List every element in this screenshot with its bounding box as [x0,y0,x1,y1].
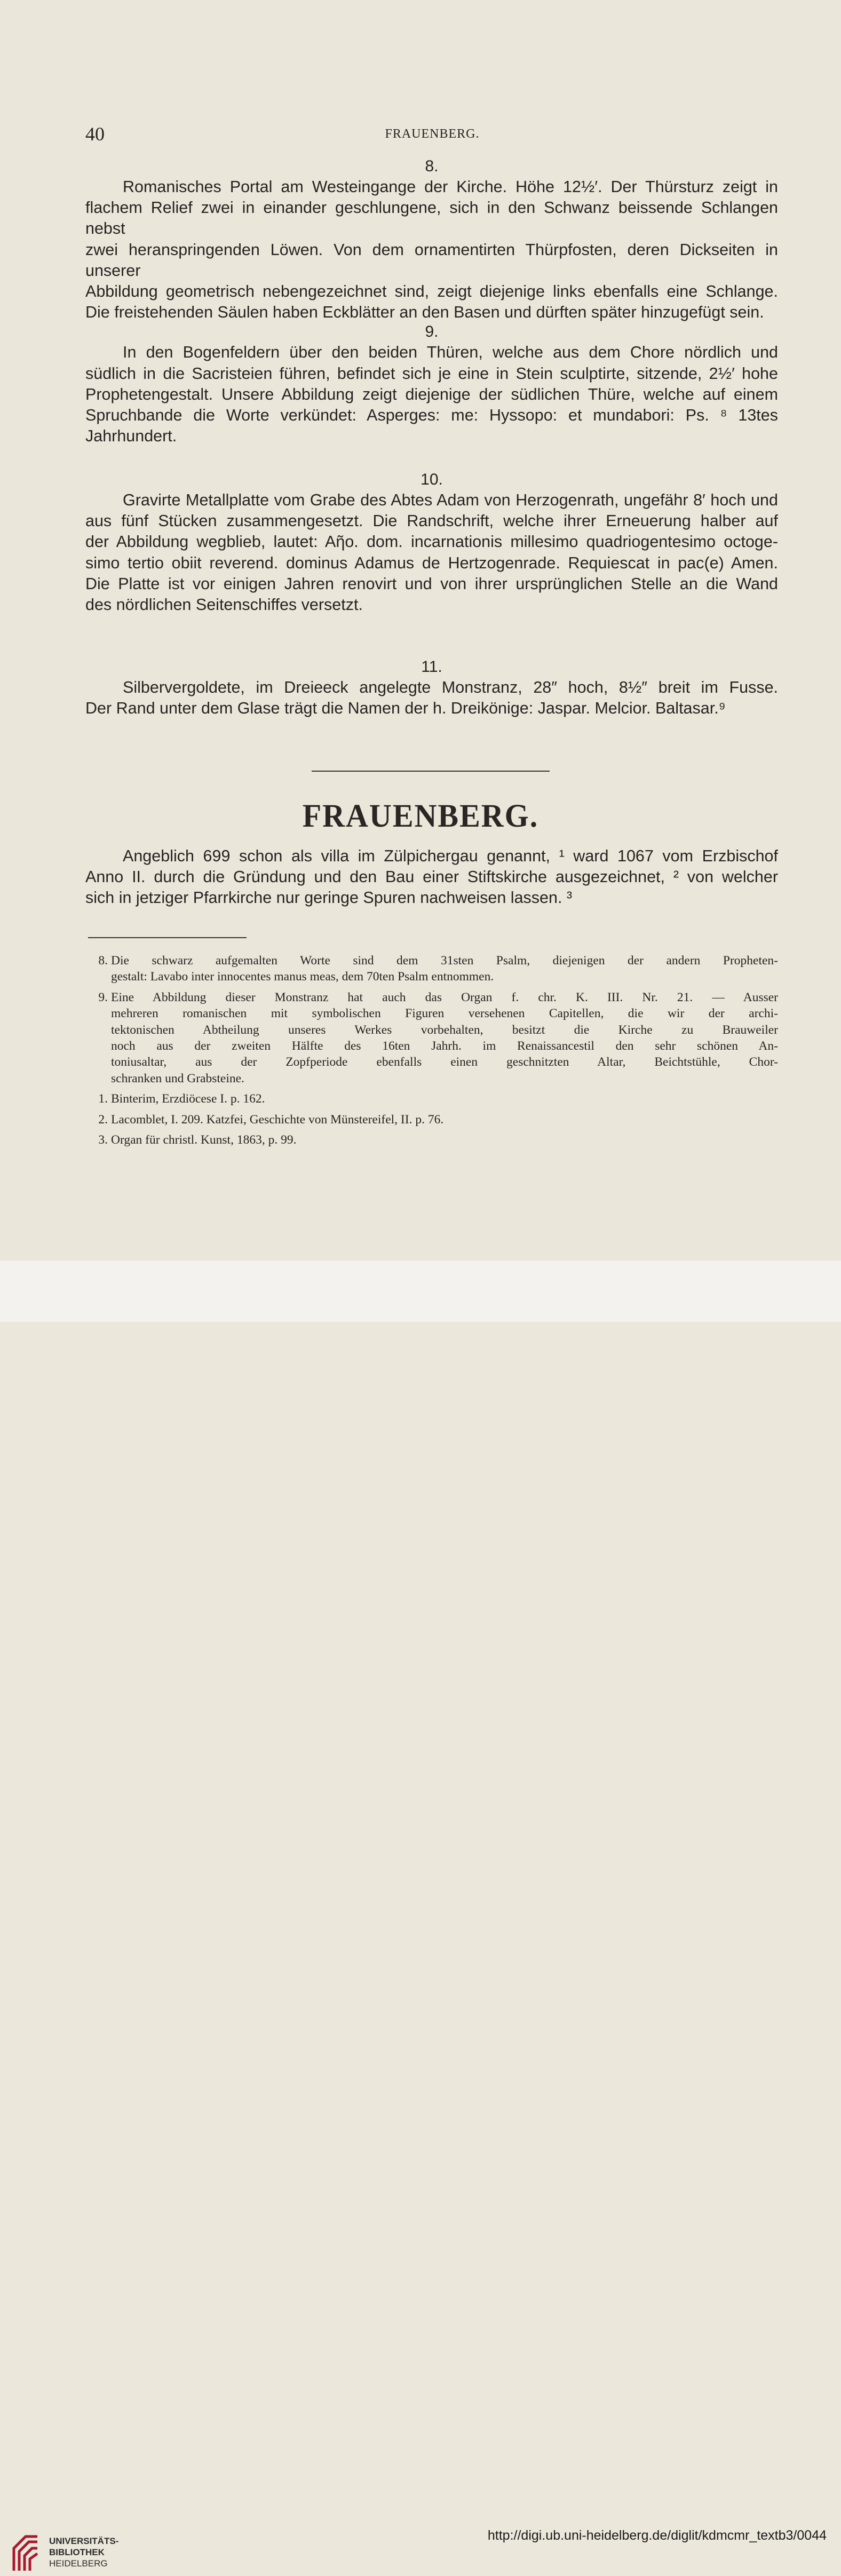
section-divider [312,771,550,772]
footnote [85,1091,778,1107]
footnote [85,953,778,985]
running-title: FRAUENBERG. [385,127,480,141]
text-line: Angeblich 699 schon als villa im Zülpichergau genannt, ¹ ward 1067 vom Erzbischof [123,847,778,865]
footnote [85,1112,778,1128]
running-head [85,123,779,144]
entry-paragraph [85,677,778,719]
text-line: der Abbildung wegblieb, lautet: Aῆo. dom. incarnationis millesimo quadriogentesimo octoge- [85,533,778,551]
section-heading: FRAUENBERG. [302,797,539,834]
footnote [85,989,778,1087]
footnote-number: 3. [98,1133,108,1147]
text-line: Eine Abbildung dieser Monstranz hat auch das Organ f. chr. K. III. Nr. 21. — Ausser [111,990,778,1004]
text-line: mehreren romanischen mit symbolischen Figuren versehenen Capitellen, die wir der archi- [111,1006,778,1021]
text-line: Abbildung geometrisch nebengezeichnet sind, zeigt diejenige links ebenfalls eine Schlange. [85,282,778,301]
text-line: Lacomblet, I. 209. Katzfei, Geschichte von Münstereifel, II. p. 76. [111,1112,444,1127]
footnote-number: 1. [98,1092,108,1106]
footnote [85,1132,778,1148]
footnote-number: 2. [98,1112,108,1127]
text-line: toniusaltar, aus der Zopfperiode ebenfalls einen geschnitzten Altar, Beichtstühle, Chor- [111,1055,778,1069]
entry-number: 11. [421,658,442,676]
text-line: Anno II. durch die Gründung und den Bau einer Stiftskirche ausgezeichnet, ² von welcher [85,868,778,886]
text-line: Gravirte Metallplatte vom Grabe des Abtes Adam von Herzogenrath, ungefähr 8′ hoch und [123,491,778,509]
library-name-line: HEIDELBERG [49,2558,108,2569]
footnotes [85,953,778,1152]
page-number: 40 [85,123,105,145]
scanned-page [0,0,841,1261]
text-line: gestalt: Lavabo inter innocentes manus meas, dem 70ten Psalm entnommen. [111,970,494,984]
text-line: flachem Relief zwei in einander geschlungene, sich in den Schwanz beissende Schlangen nebst [85,199,778,238]
text-line: Silbervergoldete, im Dreieeck angelegte Monstranz, 28″ hoch, 8½″ breit im Fusse. [123,678,778,696]
text-line: Binterim, Erzdiöcese I. p. 162. [111,1092,265,1106]
text-line: Der Rand unter dem Glase trägt die Namen der h. Dreikönige: Jaspar. Melcior. Baltasar.⁹ [85,699,726,718]
entry-number: 8. [425,157,439,175]
entry-number: 10. [420,471,443,488]
text-line: noch aus der zweiten Hälfte des 16ten Jahrh. im Renaissancestil den sehr schönen An- [111,1039,778,1053]
section-paragraph-text [85,846,778,909]
text-line: Spruchbande die Worte verkündet: Asperges: me: Hyssopo: et mundabori: Ps. ⁸ 13tes [85,406,778,425]
footnote-number: 8. [98,954,108,968]
library-name-line: UNIVERSITÄTS- [49,2536,119,2546]
text-line: des nördlichen Seitenschiffes versetzt. [85,596,363,614]
source-url-link[interactable]: http://digi.ub.uni-heidelberg.de/diglit/kdmcmr_textb3/0044 [487,2528,827,2543]
text-line: Die schwarz aufgemalten Worte sind dem 31sten Psalm, diejenigen der andern Propheten- [111,954,778,968]
text-line: simo tertio obiit reverend. dominus Adamus de Hertzogenrade. Requiescat in pac(e) Amen. [85,553,778,572]
entry-number: 9. [425,323,439,341]
text-line: Romanisches Portal am Westeingange der Kirche. Höhe 12½′. Der Thürsturz zeigt in [123,178,778,196]
text-line: südlich in die Sacristeien führen, befindet sich je eine in Stein sculptirte, sitzende, 2½′ hohe [85,364,778,383]
library-logo-icon [10,2528,43,2576]
footnote-number: 9. [98,990,108,1004]
text-line: Jahrhundert. [85,427,177,446]
text-line: Prophetengestalt. Unsere Abbildung zeigt diejenige der südlichen Thüre, welche auf einem [85,385,778,403]
footnote-rule [88,937,247,938]
entry-paragraph [85,342,778,447]
text-line: In den Bogenfeldern über den beiden Thüren, welche aus dem Chore nördlich und [123,343,778,362]
text-line: zwei heranspringenden Löwen. Von dem ornamentirten Thürpfosten, deren Dickseiten in unserer [85,240,778,280]
section-paragraph [85,846,778,909]
text-line: Organ für christl. Kunst, 1863, p. 99. [111,1133,297,1147]
text-line: Die Platte ist vor einigen Jahren renovirt und von ihrer ursprünglichen Stelle an die Wand [85,574,778,593]
text-line: tektonischen Abtheilung unseres Werkes vorbehalten, besitzt die Kirche zu Brauweiler [111,1023,778,1037]
library-name [49,2535,118,2569]
text-line: aus fünf Stücken zusammengesetzt. Die Randschrift, welche ihrer Erneuerung halber auf [85,512,778,530]
catalogue-entries [85,157,778,719]
text-line: sich in jetziger Pfarrkirche nur geringe Spuren nachweisen lassen. ³ [85,889,573,907]
entry-paragraph [85,490,778,615]
entry-paragraph [85,177,778,323]
library-name-line: BIBLIOTHEK [49,2547,105,2557]
text-line: Die freistehenden Säulen haben Eckblätter an den Basen und dürften später hinzugefügt sein. [85,303,764,322]
text-line: schranken und Grabsteine. [111,1071,244,1085]
library-footer [0,1261,841,2569]
